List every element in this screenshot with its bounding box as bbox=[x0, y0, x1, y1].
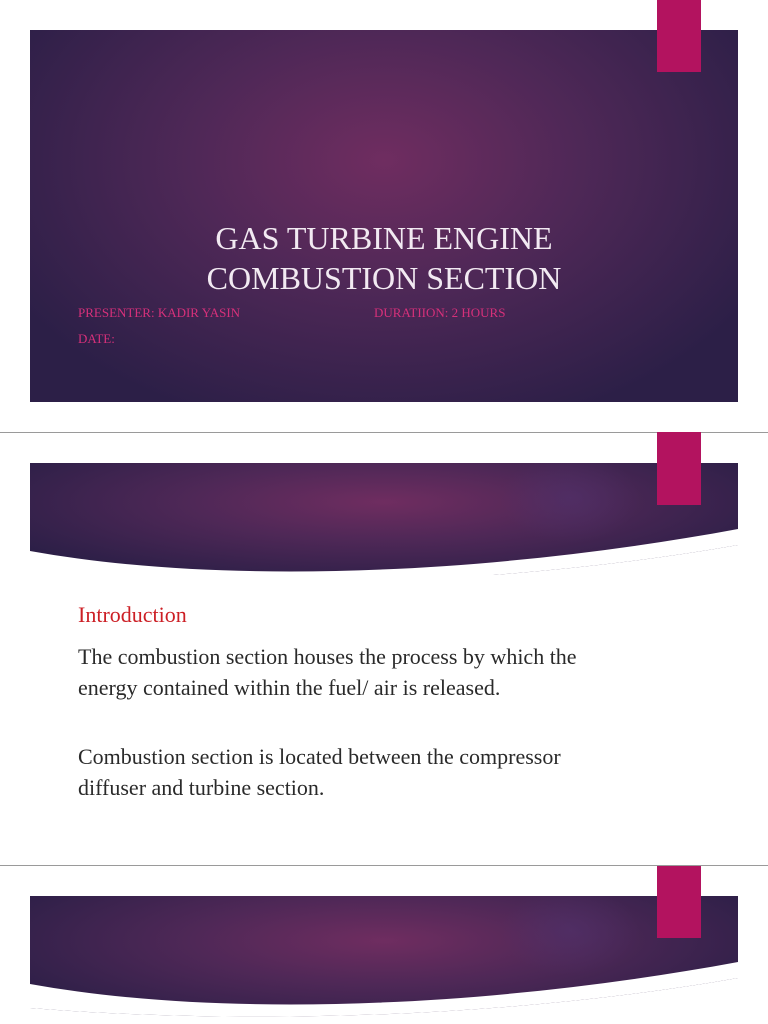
page-divider bbox=[0, 432, 768, 433]
page-divider bbox=[0, 865, 768, 866]
paragraph-2: Combustion section is located between the compressor diffuser and turbine section. bbox=[78, 744, 561, 800]
date-label: DATE: bbox=[78, 331, 115, 346]
presenter-label: PRESENTER: KADIR YASIN bbox=[78, 305, 241, 320]
accent-tab bbox=[657, 432, 701, 505]
slide-title-line-2: COMBUSTION SECTION bbox=[206, 260, 562, 296]
slide-header-banner bbox=[30, 896, 738, 1024]
title-slide-background bbox=[30, 30, 738, 402]
banner-curve bbox=[30, 463, 738, 575]
banner-curve bbox=[30, 896, 738, 1024]
section-heading: Introduction bbox=[78, 602, 187, 627]
duration-label: DURATIION: 2 HOURS bbox=[374, 305, 506, 320]
paragraph-1: The combustion section houses the process by which the energy contained within the fuel/ air is released. bbox=[78, 644, 577, 700]
slide-title-line-1: GAS TURBINE ENGINE bbox=[215, 220, 553, 256]
slide-title bbox=[30, 218, 738, 298]
slide-header-banner bbox=[30, 463, 738, 575]
accent-tab bbox=[657, 0, 701, 72]
accent-tab bbox=[657, 866, 701, 938]
